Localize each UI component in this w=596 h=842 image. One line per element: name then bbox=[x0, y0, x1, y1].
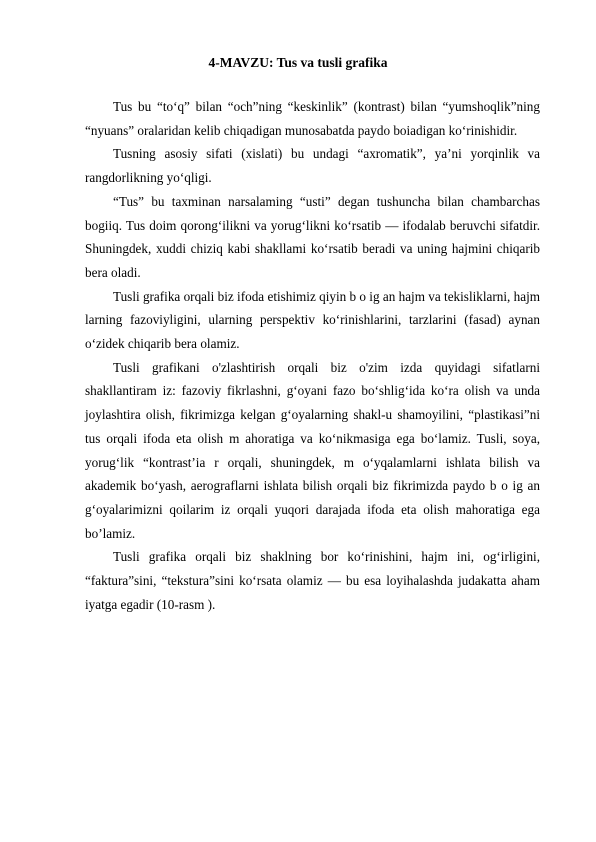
page-title: 4-MAVZU: Tus va tusli grafika bbox=[208, 55, 388, 70]
paragraph-6: Tusli grafika orqali biz shaklning bor ko‘rinishini, hajm ini, og‘irligini, “faktura”sini, “tekstura”sini ko‘rsata olamiz — bu esa loyihalashda judakatta aham iyatga egadir (10-rasm ). bbox=[85, 549, 540, 612]
document-body bbox=[85, 95, 540, 616]
paragraph-5: Tusli grafikani o'zlashtirish orqali biz o'zim izda quyidagi sifatlarni shakllantiram iz: fazoviy fikrlashni, g‘oyani fazo bo‘shlig‘ida ko‘ra olish va unda joylashtira olish, fikrimizga kelgan g‘oyalarning shakl-u shamoyilini, “plastikasi”ni tus orqali ifoda eta olish m ahoratiga va ko‘nikmasiga ega bo‘lamiz. Tusli, soya, yorug‘lik “kontrast’ia r orqali, shuningdek, m o‘yqalamlarni ishlata bilish va akademik bo‘yash, aerograflarni ishlata bilish orqali biz fikrimizda paydo b o ig an g‘oyalarimizni qoilarim iz orqali yuqori darajada ifoda eta olish mahoratiga ega bo’lamiz. bbox=[85, 359, 540, 541]
paragraph-1: Tus bu “to‘q” bilan “och”ning “keskinlik” (kontrast) bilan “yumshoqlik”ning “nyuans” oralaridan kelib chiqadigan munosabatda paydo boiadigan ko‘rinishidir. bbox=[85, 99, 540, 138]
paragraph-3: “Tus” bu taxminan narsalaming “usti” degan tushuncha bilan chambarchas bogiiq. Tus doim qorong‘ilikni va yorug‘likni ko‘rsatib — ifodalab beruvchi sifatdir. Shuningdek, xuddi chiziq kabi shakllami ko‘rsatib beradi va uning hajmini chiqarib bera oladi. bbox=[85, 193, 540, 280]
paragraph-4: Tusli grafika orqali biz ifoda etishimiz qiyin b o ig an hajm va tekisliklarni, hajm larning fazoviyligini, ularning perspektiv ko‘rinishlarini, tarzlarini (fasad) aynan o‘zidek chiqarib bera olamiz. bbox=[85, 288, 540, 352]
paragraph-2: Tusning asosiy sifati (xislati) bu undagi “axromatik”, ya’ni yorqinlik va rangdorlikning yo‘qligi. bbox=[85, 146, 540, 186]
